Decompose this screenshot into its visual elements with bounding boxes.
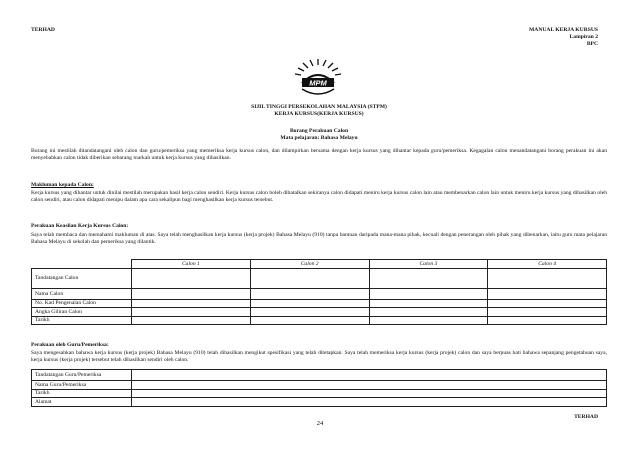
- maklumat-heading: Makluman kepada Calon:: [31, 182, 94, 188]
- table-row: [32, 316, 607, 325]
- table-corner-cell: [32, 260, 132, 269]
- input-cell[interactable]: [250, 288, 369, 299]
- tandatangan-guru-label: Tandatangan Guru/Pemeriksa: [32, 370, 132, 381]
- calon-table: [31, 259, 607, 325]
- alamat-label: Alamat: [32, 398, 132, 407]
- nama-guru-label: Nama Guru/Pemeriksa: [32, 381, 132, 390]
- maklumat-text: Kerja kursus yang dihantar untuk dinilai mestilah merupakan hasil kerja calon sendiri. Kerja kursus calon boleh dibatalkan sekiranya calon didapati meniru kerja kursus calon lain atau membenarkan calon lain untuk meniru kerja kursus yang dihasilkan oleh calon sendiri, atau calon didapati menipu dalam apa cara sekalipun bagi menghasilkan kerja kursus tersebut.: [31, 190, 607, 203]
- mpm-logo-text: MPM: [309, 78, 327, 88]
- table-row: [32, 288, 607, 299]
- form-title: Borang Perakuan Calon: [289, 128, 349, 134]
- kerja-kursus-title: KERJA KURSUS(KERJA KURSUS): [274, 111, 364, 117]
- table-row: [32, 398, 607, 407]
- header-code: BPC: [586, 41, 598, 47]
- nama-calon-label: Nama Calon: [32, 288, 132, 299]
- header-manual-info: [529, 27, 598, 48]
- perakuan-guru-text: Saya mengesahkan bahawa kerja kursus (kerja projek) Bahasa Melayu (910) telah dihasilkan mengikut spesifikasi yang telah ditetapkan. Saya telah memeriksa kerja kursus (kerja projek) calon dan saya berpuas hati bahawa sepanjang pengetahuan saya, kerja kursus (kerja projek) tersebut telah dihasilkan sendiri oleh calon.: [31, 350, 607, 363]
- input-cell[interactable]: [132, 299, 251, 308]
- input-cell[interactable]: [488, 316, 607, 325]
- calon-3-header: Calon 3: [369, 260, 488, 269]
- exam-title: SIJIL TINGGI PERSEKOLAHAN MALAYSIA (STPM): [251, 104, 387, 110]
- calon-2-header: Calon 2: [250, 260, 369, 269]
- input-cell[interactable]: [488, 288, 607, 299]
- header-classification: TERHAD: [31, 27, 55, 33]
- perakuan-calon-text: Saya telah membaca dan memahami makluman di atas. Saya telah menghasilkan kerja kursus (kerja projek) Bahasa Melayu (910) tanpa bantuan daripada mana-mana pihak, kecuali dengan penerangan oleh pihak yang dibenarkan, iaitu guru mata pelajaran Bahasa Melayu di sekolah dan pemeriksa yang dilantik.: [31, 232, 607, 245]
- input-cell[interactable]: [369, 299, 488, 308]
- intro-paragraph: Borang ini mestilah ditandatangani oleh calon dan guru/pemeriksa yang memeriksa kerja kursus calon, dan dilampirkan bersama dengan kerja kursus yang dihantar kepada guru/pemeriksa. Kegagalan calon menandatangani borang perakuan ini akan menyebabkan calon tidak diberikan sebarang markah untuk kerja kursus yang dihasilkan.: [31, 148, 607, 161]
- page-number: 24: [316, 420, 324, 427]
- table-row: [32, 308, 607, 317]
- perakuan-calon-heading: Perakuan Keaslian Kerja Kursus Calon:: [31, 223, 129, 229]
- tarikh-guru-label: Tarikh: [32, 389, 132, 398]
- input-cell[interactable]: [250, 299, 369, 308]
- input-cell[interactable]: [369, 308, 488, 317]
- input-cell[interactable]: [132, 381, 607, 390]
- header-lampiran: Lampiran 2: [569, 34, 598, 40]
- input-cell[interactable]: [132, 389, 607, 398]
- input-cell[interactable]: [132, 316, 251, 325]
- guru-table: [31, 369, 607, 407]
- input-cell[interactable]: [369, 288, 488, 299]
- signature-cell[interactable]: [132, 370, 607, 381]
- calon-1-header: Calon 1: [132, 260, 251, 269]
- kad-pengenalan-label: No. Kad Pengenalan Calon: [32, 299, 132, 308]
- mpm-logo: [289, 55, 347, 103]
- title-block: [0, 104, 638, 118]
- input-cell[interactable]: [488, 308, 607, 317]
- input-cell[interactable]: [132, 288, 251, 299]
- tarikh-label: Tarikh: [32, 316, 132, 325]
- input-cell[interactable]: [250, 316, 369, 325]
- calon-4-header: Calon 4: [488, 260, 607, 269]
- footer-classification: TERHAD: [574, 414, 598, 420]
- signature-cell[interactable]: [132, 268, 251, 288]
- input-cell[interactable]: [250, 308, 369, 317]
- subject-line: Mata pelajaran: Bahasa Melayu: [280, 135, 358, 141]
- header-manual-title: MANUAL KERJA KURSUS: [529, 27, 598, 33]
- perakuan-guru-heading: Perakuan oleh Guru/Pemeriksa:: [31, 342, 109, 348]
- table-row: [32, 381, 607, 390]
- table-row: [32, 268, 607, 288]
- angka-giliran-label: Angka Giliran Calon: [32, 308, 132, 317]
- signature-cell[interactable]: [250, 268, 369, 288]
- table-row: [32, 299, 607, 308]
- table-row: [32, 389, 607, 398]
- table-row: [32, 370, 607, 381]
- input-cell[interactable]: [132, 398, 607, 407]
- tandatangan-calon-label: Tandatangan Calon: [32, 268, 132, 288]
- input-cell[interactable]: [488, 299, 607, 308]
- input-cell[interactable]: [132, 308, 251, 317]
- form-title-block: [0, 128, 638, 142]
- signature-cell[interactable]: [488, 268, 607, 288]
- signature-cell[interactable]: [369, 268, 488, 288]
- calon-table-header-row: [32, 260, 607, 269]
- input-cell[interactable]: [369, 316, 488, 325]
